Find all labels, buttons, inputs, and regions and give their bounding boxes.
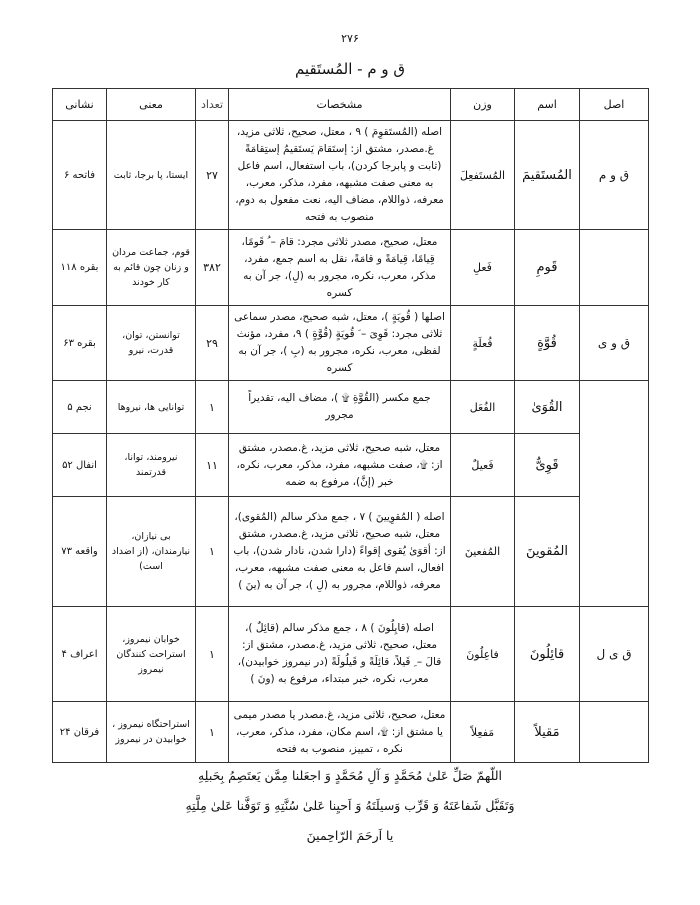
header-desc: مشخصات — [229, 89, 451, 121]
word-cell: القُوَیٰ — [515, 381, 580, 434]
count-cell: ۱ — [196, 381, 229, 434]
word-cell: قائِلُونَ — [515, 607, 580, 702]
root-cell — [580, 230, 649, 306]
word-cell: قَومِ — [515, 230, 580, 306]
wazn-cell: مَفعِلاً — [451, 702, 515, 763]
desc-cell: معتل، شبه صحیح، ثلاثی مزید، غ.مصدر، مشتق از: ۩، صفت مشبهه، مفرد، مذکر، معرب، نکره، خبر (إنَّ)، مرفوع به ضمه — [229, 434, 451, 497]
word-cell: قُوَّةٍ — [515, 306, 580, 381]
desc-cell: اصلها ( قُویَةٍ )، معتل، شبه صحیح، مصدر سماعی ثلاثی مجرد: قَوِیَ – َ قُویَةٍ (قُوَّةٍ ) ۹، مفرد، مؤنث لفظی، معرب، نکره، مجرور به (بِ )، جر آن به کسره — [229, 306, 451, 381]
desc-cell: معتل، صحیح، ثلاثی مزید، غ.مصدر یا مصدر میمی یا مشتق از: ۩، اسم مکان، مفرد، مذکر، معرب، نکره ، تمییز، منصوب به فتحه — [229, 702, 451, 763]
meaning-cell: توانستن، توان، قدرت، نیرو — [107, 306, 196, 381]
root-cell: ق ی ل — [580, 607, 649, 702]
word-cell: المُستَقیمَ — [515, 121, 580, 230]
table-row — [53, 702, 649, 763]
prayer-line-1: اللّهمّ صَلِّ عَلیٰ مُحَمَّدٍ وَ آلِ مُحَمَّدٍ وَ اجعَلنا مِمَّن یَعتَصِمُ بِحَبلِهِ — [197, 768, 503, 783]
count-cell: ۱۱ — [196, 434, 229, 497]
header-meaning: معنی — [107, 89, 196, 121]
wazn-cell: الفُعَل — [451, 381, 515, 434]
root-cell — [580, 702, 649, 763]
table-row — [53, 434, 649, 497]
word-cell: مَقیلاً — [515, 702, 580, 763]
wazn-cell: المُستَفعِلَ — [451, 121, 515, 230]
header-word: اسم — [515, 89, 580, 121]
word-analysis-table — [52, 88, 649, 763]
table-row — [53, 121, 649, 230]
count-cell: ۲۹ — [196, 306, 229, 381]
ref-cell: بقره ۱۱۸ — [53, 230, 107, 306]
desc-cell: اصله (قایِلُونَ ) ۸ ، جمع مذکر سالم (قائِلٌ )، معتل، صحیح، ثلاثی مزید، غ.مصدر، مشتق از: قالَ – ِ قَیلاً، قائِلَةً و قَیلُولَةً (در نیمروز خوابیدن)، معرب، نکره، خبر مبتداء، مرفوع به (ونَ ) — [229, 607, 451, 702]
page-number: ۲۷۶ — [341, 32, 359, 45]
desc-cell: جمع مکسر (القُوَّةِ ۩ )، مضاف الیه، تقدیراً مجرور — [229, 381, 451, 434]
desc-cell: معتل، صحیح، مصدر ثلاثی مجرد: قامَ – ُ قَومًا، قِیامًا، قِیامَةً و قامَةً، نقل به اسم جمع، مفرد، مذکر، معرب، نکره، مجرور به (لِ)، جر آن به کسره — [229, 230, 451, 306]
table-row — [53, 497, 649, 607]
ref-cell: بقره ۶۳ — [53, 306, 107, 381]
count-cell: ۱ — [196, 702, 229, 763]
root-cell — [580, 381, 649, 434]
count-cell: ۲۷ — [196, 121, 229, 230]
wazn-cell: فُعلَةٍ — [451, 306, 515, 381]
meaning-cell: ایستا، پا برجا، ثابت — [107, 121, 196, 230]
prayer-line-3: یا اَرحَمَ الرّاحِمینَ — [306, 828, 394, 843]
meaning-cell: استراحتگاه نیمروز ، خوابیدن در نیمروز — [107, 702, 196, 763]
table-row — [53, 230, 649, 306]
table-row — [53, 306, 649, 381]
header-root: اصل — [580, 89, 649, 121]
meaning-cell: خوابان نیمروز، استراحت کنندگان نیمروز — [107, 607, 196, 702]
count-cell: ۱ — [196, 497, 229, 607]
prayer-line-2: وَتَقَبَّل شَفاعَتَهُ وَ قَرِّب وَسیلَتَهُ وَ اَحیِنا عَلیٰ سُنَّتِهِ وَ تَوَفَّنا عَلیٰ مِلَّتِهِ — [185, 798, 515, 813]
wazn-cell: فَعلِ — [451, 230, 515, 306]
ref-cell: اعراف ۴ — [53, 607, 107, 702]
meaning-cell: بی نیازان، نیارمندان، (از اضداد است) — [107, 497, 196, 607]
ref-cell: نجم ۵ — [53, 381, 107, 434]
root-cell: ق و ی — [580, 306, 649, 381]
word-cell: قَوِیٌّ — [515, 434, 580, 497]
meaning-cell: نیرومند، توانا، قدرتمند — [107, 434, 196, 497]
meaning-cell: قوم، جماعت مردان و زنان چون قائم به کار خودند — [107, 230, 196, 306]
ref-cell: واقعه ۷۳ — [53, 497, 107, 607]
wazn-cell: فَعیلٌ — [451, 434, 515, 497]
table-row — [53, 607, 649, 702]
header-ref: نشانی — [53, 89, 107, 121]
word-cell: المُقوینَ — [515, 497, 580, 607]
ref-cell: فرقان ۲۴ — [53, 702, 107, 763]
wazn-cell: المُفعینَ — [451, 497, 515, 607]
count-cell: ۱ — [196, 607, 229, 702]
root-cell — [580, 434, 649, 497]
count-cell: ۳۸۲ — [196, 230, 229, 306]
page-title: ق و م - المُستَقیم — [294, 60, 406, 78]
ref-cell: فاتحه ۶ — [53, 121, 107, 230]
wazn-cell: فاعِلُونَ — [451, 607, 515, 702]
table-row — [53, 381, 649, 434]
root-cell: ق و م — [580, 121, 649, 230]
root-cell — [580, 497, 649, 607]
ref-cell: انفال ۵۲ — [53, 434, 107, 497]
meaning-cell: توانایی ها، نیروها — [107, 381, 196, 434]
desc-cell: اصله (المُستَقوِمَ ) ۹ ، معتل، صحیح، ثلاثی مزید، غ.مصدر، مشتق از: إستَقامَ یَستَقیمُ إستِقامَةً (ثابت و پابرجا کردن)، باب استفعال، اسم فاعل به معنی صفت مشبهه، مفرد، مذکر، معرب، معرفه، ذواللام، مضاف الیه، نعت مفعول به دوم، منصوب به فتحه — [229, 121, 451, 230]
table-header-row — [53, 89, 649, 121]
desc-cell: اصله ( المُقوِیینَ ) ۷ ، جمع مذکر سالم (المُقوی)، معتل، شبه صحیح، ثلاثی مزید، غ.مصدر، مشتق از: أقوَیٰ یُقوی إقواءً (دارا شدن، نادار شدن)، باب افعال، اسم فاعل به معنی صفت مشبهه، معرب، معرفه، ذواللام، مجرور به (لِ )، جر آن به (ینَ ) — [229, 497, 451, 607]
header-count: تعداد — [196, 89, 229, 121]
header-wazn: وزن — [451, 89, 515, 121]
